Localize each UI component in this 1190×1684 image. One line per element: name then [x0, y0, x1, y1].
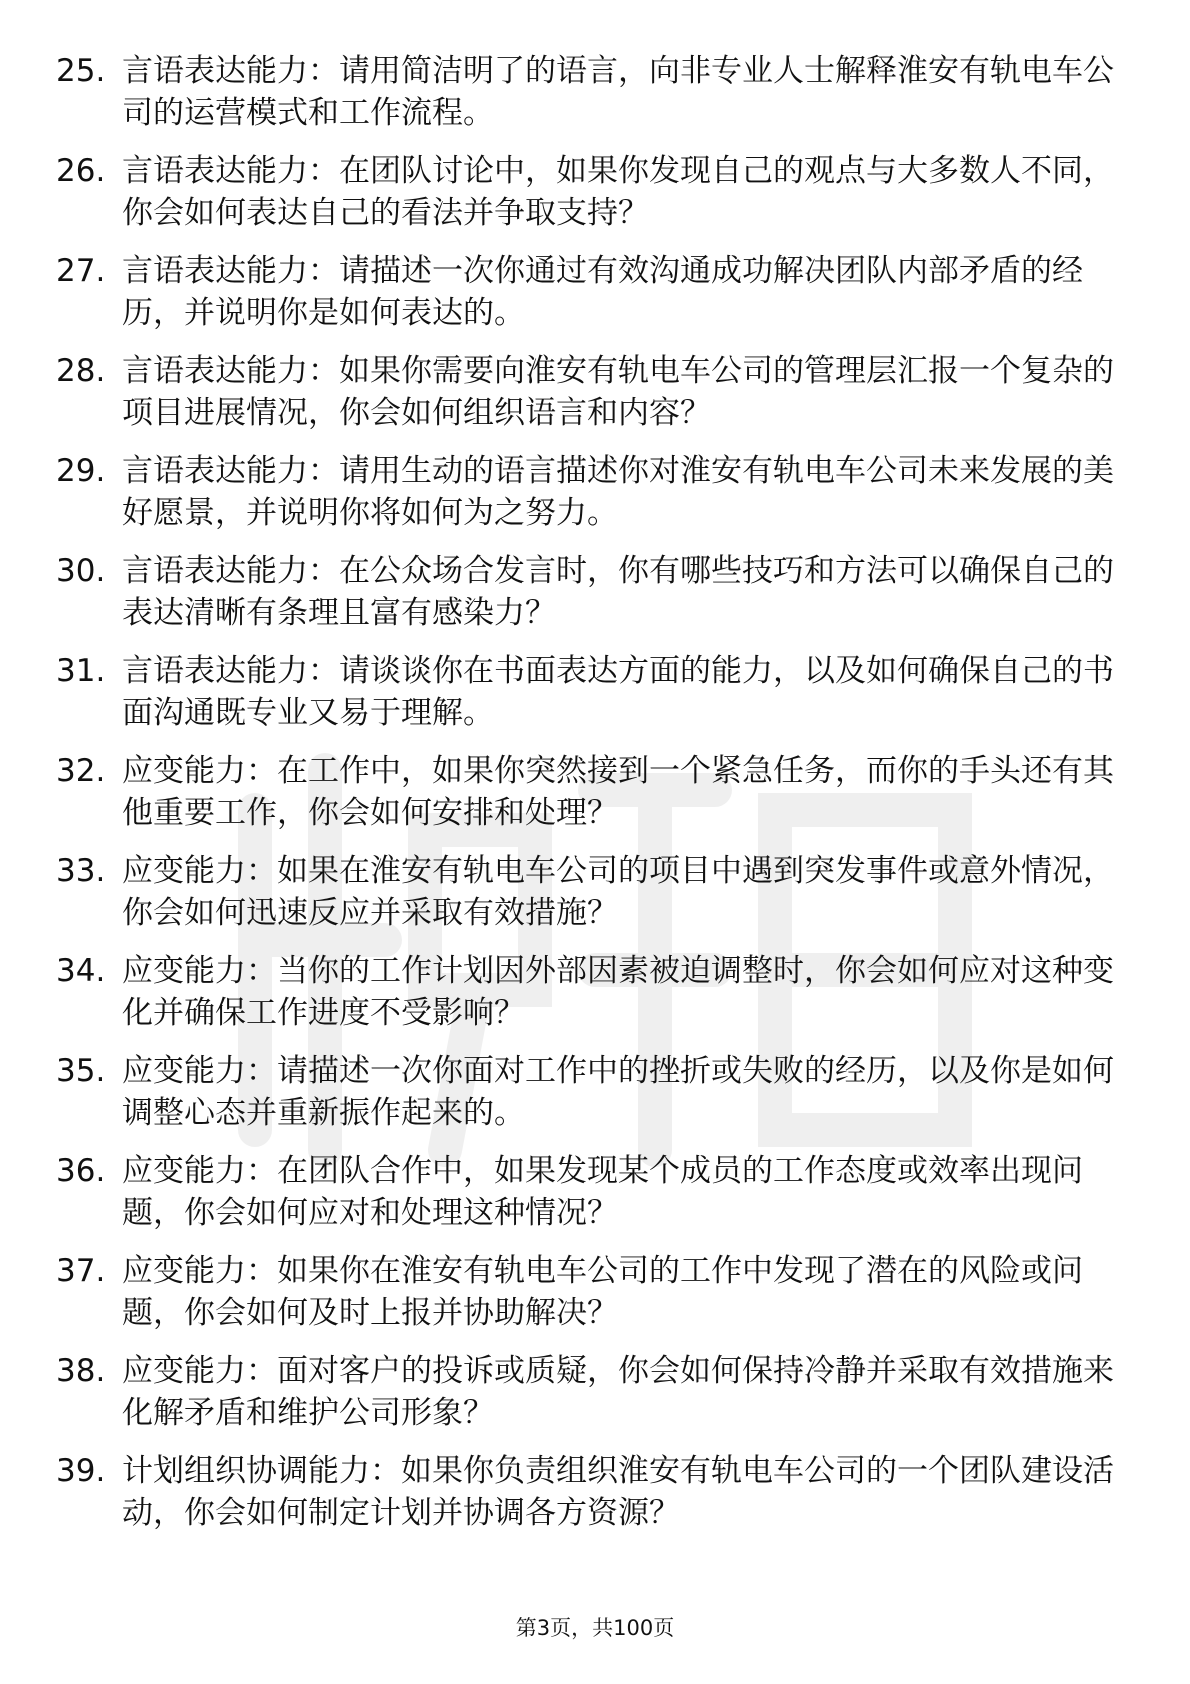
question-item [56, 750, 1136, 850]
question-text: 言语表达能力：如果你需要向淮安有轨电车公司的管理层汇报一个复杂的项目进展情况，你会如何组织语言和内容？ [122, 353, 1114, 431]
question-item [56, 950, 1136, 1050]
question-item [56, 650, 1136, 750]
question-item [56, 350, 1136, 450]
question-item [56, 1050, 1136, 1150]
question-item [56, 150, 1136, 250]
question-text: 言语表达能力：请谈谈你在书面表达方面的能力，以及如何确保自己的书面沟通既专业又易于理解。 [122, 653, 1114, 731]
question-item [56, 550, 1136, 650]
question-item [56, 1150, 1136, 1250]
question-item [56, 50, 1136, 150]
question-text: 应变能力：如果在淮安有轨电车公司的项目中遇到突发事件或意外情况，你会如何迅速反应并采取有效措施？ [122, 853, 1114, 931]
question-number: 25. [56, 53, 106, 89]
question-number: 33. [56, 853, 106, 889]
question-item [56, 1450, 1136, 1550]
question-text: 应变能力：在工作中，如果你突然接到一个紧急任务，而你的手头还有其他重要工作，你会如何安排和处理？ [122, 753, 1114, 831]
question-list [56, 50, 1136, 1550]
question-item [56, 850, 1136, 950]
question-number: 30. [56, 553, 106, 589]
question-text: 应变能力：如果你在淮安有轨电车公司的工作中发现了潜在的风险或问题，你会如何及时上报并协助解决？ [122, 1253, 1083, 1331]
question-number: 38. [56, 1353, 106, 1389]
question-item [56, 450, 1136, 550]
question-text: 言语表达能力：请描述一次你通过有效沟通成功解决团队内部矛盾的经历，并说明你是如何表达的。 [122, 253, 1083, 331]
question-text: 言语表达能力：在公众场合发言时，你有哪些技巧和方法可以确保自己的表达清晰有条理且富有感染力？ [122, 553, 1114, 631]
question-number: 31. [56, 653, 106, 689]
question-item [56, 250, 1136, 350]
question-number: 34. [56, 953, 106, 989]
question-text: 应变能力：面对客户的投诉或质疑，你会如何保持冷静并采取有效措施来化解矛盾和维护公司形象？ [122, 1353, 1114, 1431]
question-item [56, 1250, 1136, 1350]
question-number: 39. [56, 1453, 106, 1489]
question-text: 言语表达能力：在团队讨论中，如果你发现自己的观点与大多数人不同，你会如何表达自己的看法并争取支持？ [122, 153, 1114, 231]
page-footer: 第3页，共100页 [515, 1616, 675, 1640]
question-item [56, 1350, 1136, 1450]
question-number: 35. [56, 1053, 106, 1089]
question-number: 29. [56, 453, 106, 489]
question-number: 32. [56, 753, 106, 789]
question-text: 应变能力：在团队合作中，如果发现某个成员的工作态度或效率出现问题，你会如何应对和处理这种情况？ [122, 1153, 1083, 1231]
question-number: 26. [56, 153, 106, 189]
question-text: 应变能力：当你的工作计划因外部因素被迫调整时，你会如何应对这种变化并确保工作进度不受影响？ [122, 953, 1114, 1031]
question-number: 27. [56, 253, 106, 289]
question-text: 言语表达能力：请用简洁明了的语言，向非专业人士解释淮安有轨电车公司的运营模式和工作流程。 [122, 53, 1114, 131]
question-text: 应变能力：请描述一次你面对工作中的挫折或失败的经历，以及你是如何调整心态并重新振作起来的。 [122, 1053, 1114, 1131]
question-number: 36. [56, 1153, 106, 1189]
question-number: 37. [56, 1253, 106, 1289]
question-text: 言语表达能力：请用生动的语言描述你对淮安有轨电车公司未来发展的美好愿景，并说明你将如何为之努力。 [122, 453, 1114, 531]
question-number: 28. [56, 353, 106, 389]
question-text: 计划组织协调能力：如果你负责组织淮安有轨电车公司的一个团队建设活动，你会如何制定计划并协调各方资源？ [122, 1453, 1114, 1531]
